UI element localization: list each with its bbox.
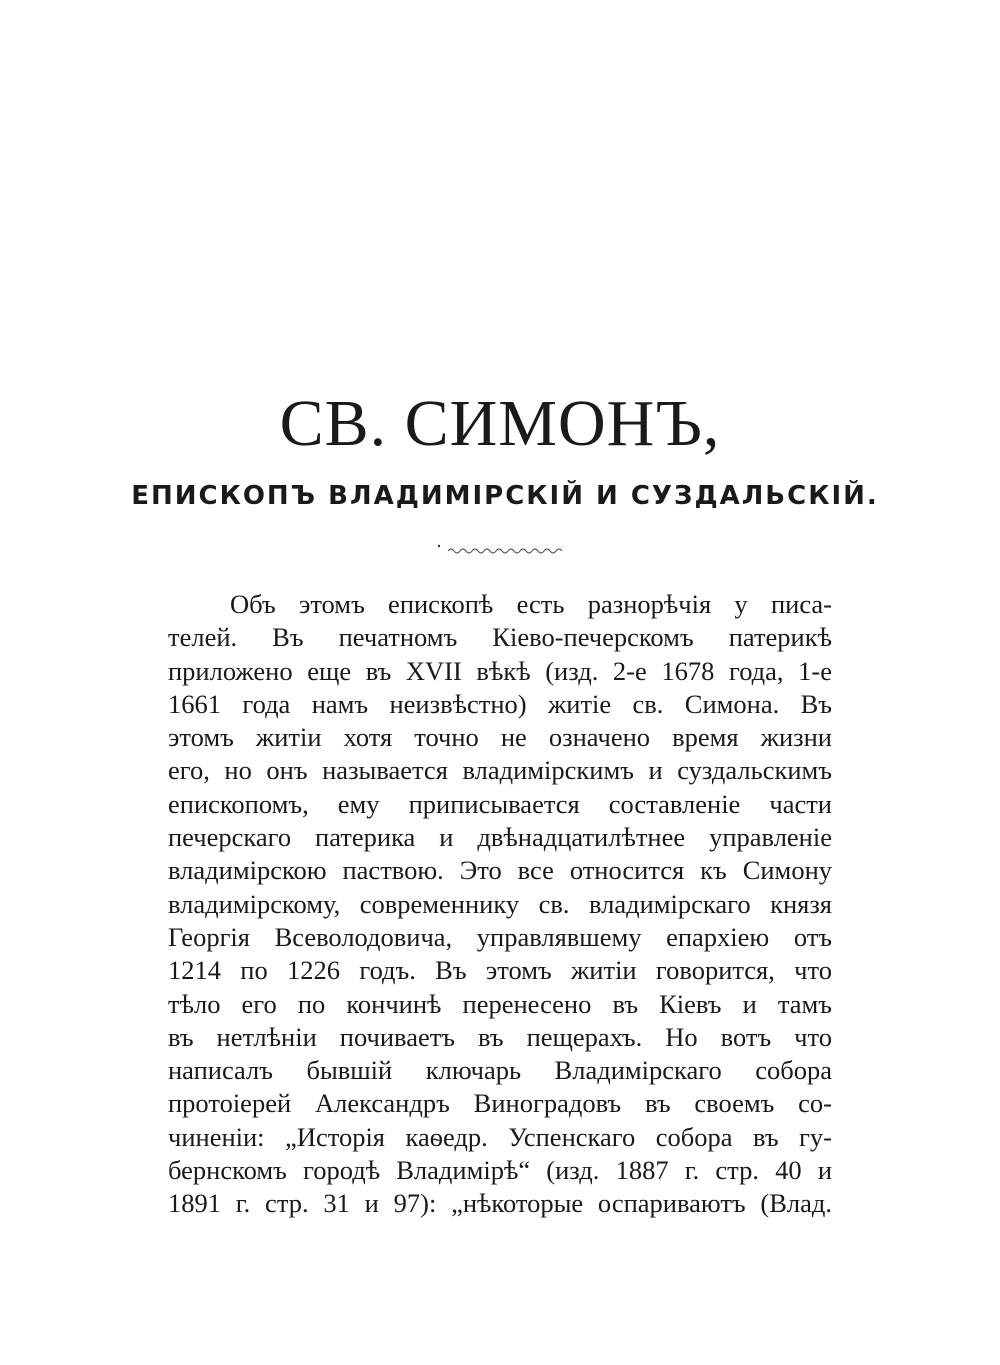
- text-line: епископомъ, ему приписывается составленіе части: [168, 788, 832, 819]
- page-subtitle: ЕПИСКОПЪ ВЛАДИМІРСКІЙ И СУЗДАЛЬСКІЙ.: [131, 481, 879, 511]
- text-line: этомъ житіи хотя точно не означено время жизни: [168, 722, 832, 753]
- text-line: Георгія Всеволодовича, управлявшему епархіею отъ: [168, 921, 832, 952]
- text-line: чиненіи: „Исторія каѳедр. Успенскаго собора въ гу-: [168, 1121, 832, 1152]
- text-line: 1214 по 1226 годъ. Въ этомъ житіи говорится, что: [168, 955, 832, 986]
- text-line: приложено еще въ XVII вѣкѣ (изд. 2-е 1678 года, 1-е: [168, 655, 832, 686]
- text-line: протоіерей Александръ Виноградовъ въ своемъ со-: [168, 1088, 832, 1119]
- text-line: 1891 г. стр. 31 и 97): „нѣкоторые оспариваютъ (Влад.: [168, 1188, 832, 1219]
- page-title: СВ. СИМОНЪ,: [279, 387, 721, 460]
- text-line: его, но онъ называется владимірскимъ и суздальскимъ: [168, 755, 832, 786]
- body-paragraph: [168, 588, 832, 1221]
- text-line: печерскаго патерика и двѣнадцатилѣтнее управленіе: [168, 822, 832, 853]
- text-line: тѣло его по кончинѣ перенесено въ Кіевъ и тамъ: [168, 988, 832, 1019]
- text-line: бернскомъ городѣ Владимірѣ“ (изд. 1887 г. стр. 40 и: [168, 1155, 832, 1186]
- text-line: телей. Въ печатномъ Кіево-печерскомъ патерикѣ: [168, 622, 832, 653]
- text-line: 1661 года намъ неизвѣстно) житіе св. Симона. Въ: [168, 688, 832, 719]
- ornament-divider: [436, 542, 562, 556]
- text-line: Объ этомъ епископѣ есть разнорѣчія у писа-: [230, 589, 832, 619]
- text-line: въ нетлѣніи почиваетъ въ пещерахъ. Но вотъ что: [168, 1021, 832, 1052]
- text-line: написалъ бывшій ключарь Владимірскаго собора: [168, 1055, 832, 1086]
- text-line: владимірскою паствою. Это все относится къ Симону: [168, 855, 832, 886]
- text-line: владимірскому, современнику св. владимірскаго князя: [168, 888, 832, 919]
